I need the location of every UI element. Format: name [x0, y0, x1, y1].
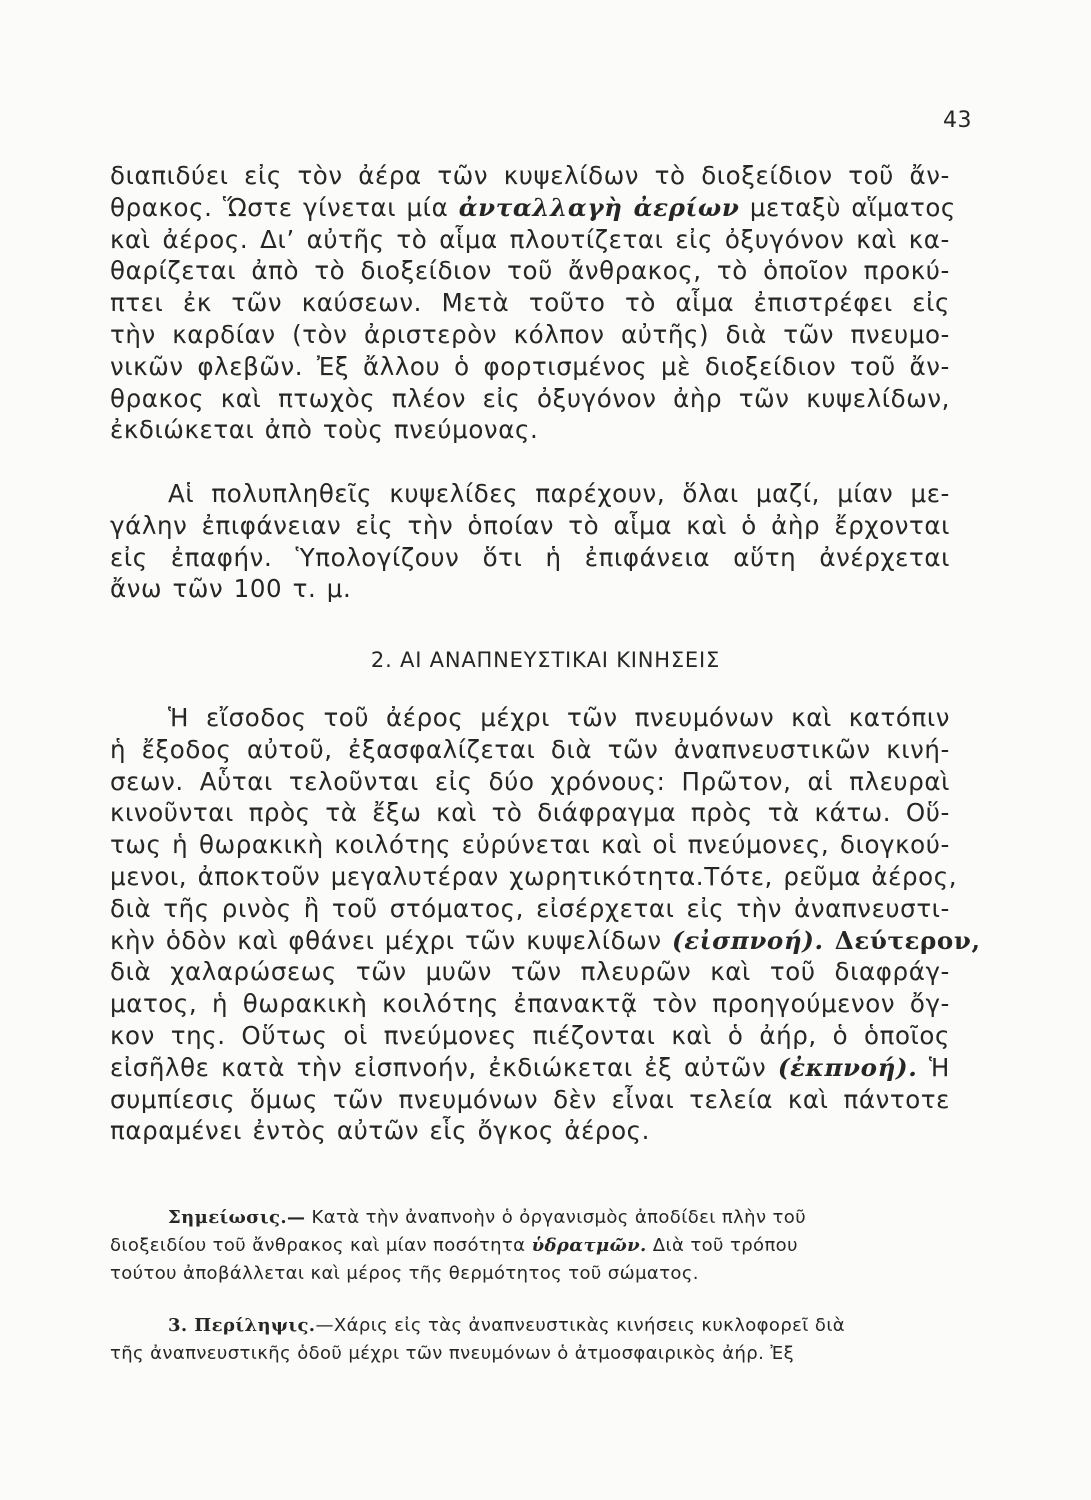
emphasis-exhale: (ἐκπνοή).: [777, 1052, 918, 1082]
text-line: ἐκδιώκεται ἀπὸ τοὺς πνεύμονας.: [110, 415, 539, 445]
text-line: εἰσῆλθε κατὰ τὴν εἰσπνοήν, ἐκδιώκεται ἐξ αὐτῶν (ἐκπνοή). Ἡ: [110, 1052, 950, 1082]
emphasis-water-vapor: ὑδρατμῶν.: [531, 1235, 647, 1256]
text-line: κὴν ὁδὸν καὶ φθάνει μέχρι τῶν κυψελίδων (εἰσπνοή). Δεύτερον,: [110, 925, 981, 955]
text-line: διοξειδίου τοῦ ἄνθρακος καὶ μίαν ποσότητα ὑδρατμῶν. Διὰ τοῦ τρόπου: [110, 1235, 798, 1256]
text-line: ματος, ἡ θωρακικὴ κοιλότης ἐπανακτᾷ τὸν προηγούμενον ὄγ-: [110, 989, 950, 1019]
emphasis-inhale: (εἰσπνοή).: [672, 925, 824, 955]
text-line: θρακος καὶ πτωχὸς πλέον εἰς ὀξυγόνον ἀὴρ τῶν κυψελίδων,: [110, 383, 950, 413]
text-line: θρακος. Ὥστε γίνεται μία ἀνταλλαγὴ ἀερίων μεταξὺ αἵματος: [110, 192, 956, 222]
text-line: Ἡ εἴσοδος τοῦ ἀέρος μέχρι τῶν πνευμόνων καὶ κατόπιν: [168, 703, 950, 732]
summary-label: 3. Περίληψις.: [168, 1315, 316, 1336]
text-line: καὶ ἀέρος. Δι’ αὐτῆς τὸ αἷμα πλουτίζεται εἰς ὀξυγόνον καὶ κα-: [110, 224, 950, 254]
text-line: σεων. Αὗται τελοῦνται εἰς δύο χρόνους: Πρῶτον, αἱ πλευραὶ: [110, 766, 950, 796]
text-line: πτει ἐκ τῶν καύσεων. Μετὰ τοῦτο τὸ αἷμα ἐπιστρέφει εἰς: [110, 288, 950, 318]
text-line: εἰς ἐπαφήν. Ὑπολογίζουν ὅτι ἡ ἐπιφάνεια αὕτη ἀνέρχεται: [110, 542, 950, 572]
text-line: τως ἡ θωρακικὴ κοιλότης εὐρύνεται καὶ οἱ πνεύμονες, διογκού-: [110, 830, 950, 860]
summary-block: [110, 1312, 950, 1368]
text-line: Αἱ πολυπληθεῖς κυψελίδες παρέχουν, ὅλαι μαζί, μίαν με-: [168, 479, 950, 508]
text-line: διὰ τῆς ρινὸς ἢ τοῦ στόματος, εἰσέρχεται εἰς τὴν ἀναπνευστι-: [110, 893, 950, 923]
text-line: τῆς ἀναπνευστικῆς ὁδοῦ μέχρι τῶν πνευμόνων ὁ ἀτμοσφαιρικὸς ἀήρ. Ἐξ: [110, 1343, 795, 1364]
text-line: κον της. Οὕτως οἱ πνεύμονες πιέζονται καὶ ὁ ἀήρ, ὁ ὁποῖος: [110, 1020, 950, 1050]
text-line: κινοῦνται πρὸς τὰ ἔξω καὶ τὸ διάφραγμα πρὸς τὰ κάτω. Οὕ-: [110, 798, 950, 828]
text-line: Σημείωσις.— Κατὰ τὴν ἀναπνοὴν ὁ ὀργανισμὸς ἀποδίδει πλὴν τοῦ: [168, 1207, 807, 1228]
text-line: μενοι, ἀποκτοῦν μεγαλυτέραν χωρητικότητα.Τότε, ρεῦμα ἀέρος,: [110, 861, 958, 891]
text-line: 3. Περίληψις.—Χάρις εἰς τὰς ἀναπνευστικὰς κινήσεις κυκλοφορεῖ διὰ: [168, 1315, 846, 1336]
note-label: Σημείωσις.—: [168, 1207, 306, 1228]
section-heading: 2. ΑΙ ΑΝΑΠΝΕΥΣΤΙΚΑΙ ΚΙΝΗΣΕΙΣ: [370, 648, 721, 672]
text-line: παραμένει ἐντὸς αὐτῶν εἷς ὄγκος ἀέρος.: [110, 1116, 651, 1146]
paragraph-respiratory-movements: [110, 702, 981, 1147]
page-number: 43: [943, 108, 972, 133]
text-line: τούτου ἀποβάλλεται καὶ μέρος τῆς θερμότητος τοῦ σώματος.: [110, 1263, 699, 1284]
text-line: ἡ ἔξοδος αὐτοῦ, ἐξασφαλίζεται διὰ τῶν ἀναπνευστικῶν κινή-: [110, 734, 950, 764]
note-block: [110, 1204, 950, 1288]
text-line: ἄνω τῶν 100 τ. μ.: [110, 574, 352, 604]
paragraph-alveoli-surface: [110, 478, 950, 605]
text-line: διαπιδύει εἰς τὸν ἀέρα τῶν κυψελίδων τὸ διοξείδιον τοῦ ἄν-: [110, 161, 950, 190]
text-line: νικῶν φλεβῶν. Ἐξ ἄλλου ὁ φορτισμένος μὲ διοξείδιον τοῦ ἄν-: [110, 351, 950, 381]
text-line: γάλην ἐπιφάνειαν εἰς τὴν ὁποίαν τὸ αἷμα καὶ ὁ ἀὴρ ἔρχονται: [110, 510, 950, 540]
text-line: τὴν καρδίαν (τὸν ἀριστερὸν κόλπον αὐτῆς) διὰ τῶν πνευμο-: [110, 319, 950, 349]
text-line: διὰ χαλαρώσεως τῶν μυῶν τῶν πλευρῶν καὶ τοῦ διαφράγ-: [110, 957, 950, 987]
text-line: θαρίζεται ἀπὸ τὸ διοξείδιον τοῦ ἄνθρακος, τὸ ὁποῖον προκύ-: [110, 256, 950, 286]
emphasis-gas-exchange: ἀνταλλαγὴ ἀερίων: [458, 192, 740, 222]
paragraph-respiration-exchange: [110, 160, 956, 446]
text-line: συμπίεσις ὅμως τῶν πνευμόνων δὲν εἶναι τελεία καὶ πάντοτε: [110, 1084, 950, 1114]
